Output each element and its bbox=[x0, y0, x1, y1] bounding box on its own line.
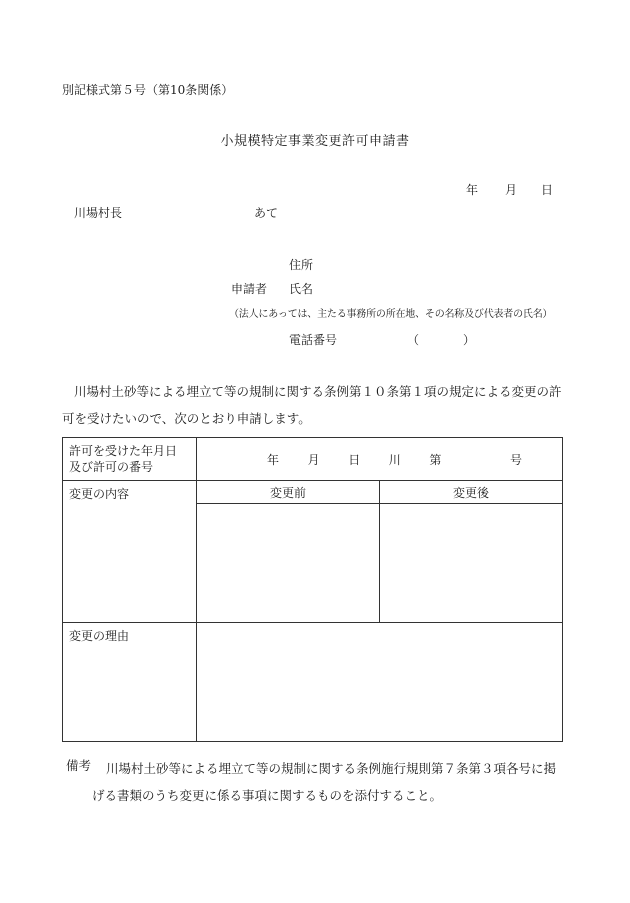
phone-open-paren: （ bbox=[407, 333, 420, 347]
form-number: 別記様式第５号（第10条関係） bbox=[62, 83, 234, 97]
reason-label: 変更の理由 bbox=[69, 629, 130, 643]
permit-kawa-label: 川 bbox=[388, 452, 401, 467]
name-label: 氏名 bbox=[289, 282, 314, 296]
phone-close-paren: ） bbox=[463, 333, 476, 347]
permit-row bbox=[63, 438, 563, 481]
reason-row bbox=[63, 623, 563, 742]
before-header-cell bbox=[197, 481, 380, 504]
after-header-cell bbox=[380, 481, 563, 504]
after-content-cell[interactable] bbox=[380, 504, 563, 623]
date-day-label: 日 bbox=[541, 183, 554, 197]
permit-day-label: 日 bbox=[348, 452, 361, 467]
applicant-label: 申請者 bbox=[231, 282, 268, 296]
permit-month-label: 月 bbox=[307, 452, 320, 467]
document-title: 小規模特定事業変更許可申請書 bbox=[220, 134, 410, 149]
permit-year-label: 年 bbox=[267, 452, 280, 467]
application-statement: 川場村土砂等による埋立て等の規制に関する条例第１０条第１項の規定による変更の許可を受けたいので、次のとおり申請します。 bbox=[62, 384, 562, 426]
change-content-label: 変更の内容 bbox=[69, 487, 130, 501]
remarks-line2: げる書類のうち変更に係る事項に関するものを添付すること。 bbox=[92, 788, 443, 803]
after-label: 変更後 bbox=[452, 485, 489, 500]
permit-dai-label: 第 bbox=[429, 452, 442, 467]
date-year-label: 年 bbox=[466, 183, 479, 197]
reason-label-cell bbox=[63, 623, 197, 742]
application-table bbox=[62, 437, 563, 742]
remarks-text bbox=[92, 755, 568, 809]
permit-gou-label: 号 bbox=[509, 452, 522, 467]
change-content-label-cell bbox=[63, 481, 197, 623]
date-month-label: 月 bbox=[505, 183, 518, 197]
change-content-header-row bbox=[63, 481, 563, 504]
permit-label-cell bbox=[63, 438, 197, 481]
permit-label-line1: 許可を受けた年月日 bbox=[69, 444, 178, 458]
reason-content-cell[interactable] bbox=[197, 623, 563, 742]
remarks-line1: 川場村土砂等による埋立て等の規制に関する条例施行規則第７条第３項各号に掲 bbox=[106, 761, 557, 776]
permit-label-line2: 及び許可の番号 bbox=[69, 460, 154, 474]
permit-value-cell[interactable] bbox=[197, 438, 563, 481]
remarks-label: 備考 bbox=[66, 758, 92, 773]
phone-label: 電話番号 bbox=[289, 333, 338, 347]
addressee-name: 川場村長 bbox=[74, 206, 123, 220]
corporation-note: （法人にあっては、主たる事務所の所在地、その名称及び代表者の氏名） bbox=[229, 309, 553, 320]
before-content-cell[interactable] bbox=[197, 504, 380, 623]
before-label: 変更前 bbox=[269, 485, 306, 500]
addressee-suffix: あて bbox=[254, 206, 279, 220]
address-label: 住所 bbox=[289, 258, 314, 272]
